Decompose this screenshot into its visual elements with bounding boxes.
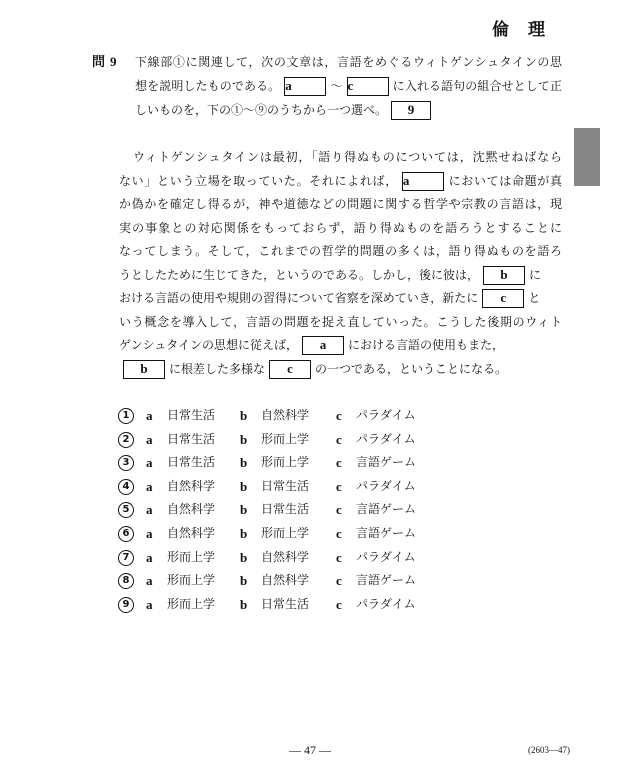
option-value-c: パラダイム: [356, 549, 416, 564]
blank-c-box: c: [269, 360, 311, 379]
option-value-a: 日常生活: [167, 455, 216, 470]
option-row-5: [0, 498, 620, 522]
blank-a-box: a: [284, 77, 326, 96]
option-label-a: a: [146, 431, 153, 447]
passage-line-7: [119, 287, 562, 311]
option-row-1: [0, 404, 620, 428]
blank-c-box: c: [482, 289, 524, 308]
option-value-b: 自然科学: [261, 549, 310, 564]
option-number-badge: 6: [118, 526, 134, 542]
blank-b-box: b: [123, 360, 165, 379]
passage-text: ウィトゲンシュタインは最初，「語り得ぬものについては，沈黙せねばなら: [133, 150, 562, 164]
option-value-b: 日常生活: [261, 596, 310, 611]
blank-a-box: a: [402, 172, 444, 191]
question-number: [92, 50, 117, 75]
passage-text: おける言語の使用や規則の習得について省察を深めていき，新たに: [119, 291, 479, 305]
passage-text: の一つである，ということになる。: [315, 361, 508, 376]
option-number-badge: 1: [118, 408, 134, 424]
passage-text: における言語の使用もまた，: [347, 338, 504, 352]
option-label-a: a: [146, 549, 153, 565]
answer-options: [0, 404, 620, 616]
option-value-a: 日常生活: [167, 431, 216, 446]
option-label-b: b: [240, 596, 248, 612]
option-row-4: [0, 475, 620, 499]
option-label-b: b: [240, 525, 248, 541]
option-value-b: 形而上学: [261, 431, 310, 446]
stem-line-3: [135, 98, 562, 122]
option-number-badge: 4: [118, 479, 134, 495]
passage: [119, 146, 562, 381]
stem-text: しいものを，下の①～⑨のうちから一つ選べ。: [135, 103, 388, 117]
option-value-a: 日常生活: [167, 408, 216, 422]
passage-text: いう概念を導入して，言語の問題を捉え直していった。こうした後期のウィト: [119, 314, 562, 329]
passage-text: に: [529, 267, 542, 282]
option-value-a: 自然科学: [167, 478, 216, 493]
stem-line-2: [135, 74, 562, 98]
option-value-b: 日常生活: [261, 502, 310, 517]
option-label-b: b: [240, 502, 248, 518]
passage-text: 実の事象との対応関係をもっておらず，語り得ぬものを語ろうとすることに: [119, 220, 562, 235]
option-row-8: [0, 569, 620, 593]
option-value-c: パラダイム: [356, 408, 416, 422]
option-label-c: c: [336, 502, 342, 518]
subject-header: 倫 理: [492, 20, 546, 40]
option-label-b: b: [240, 455, 248, 471]
option-label-b: b: [240, 431, 248, 447]
passage-line-2: [119, 170, 562, 194]
passage-line-3: [119, 193, 562, 217]
question-mark-label: 問: [92, 55, 106, 70]
stem-text: 想を説明したものである。: [135, 79, 281, 93]
option-number-badge: 8: [118, 573, 134, 589]
option-row-2: [0, 428, 620, 452]
passage-text: ゲンシュタインの思想に従えば，: [119, 338, 298, 352]
option-number-badge: 7: [118, 550, 134, 566]
option-number-badge: 9: [118, 597, 134, 613]
option-row-3: [0, 451, 620, 475]
passage-text: ない」という立場を取っていた。それによれば，: [119, 173, 398, 188]
passage-line-10: [119, 358, 562, 382]
passage-text: に根差した多様な: [169, 361, 266, 376]
option-label-a: a: [146, 502, 153, 518]
option-value-b: 日常生活: [261, 478, 310, 493]
passage-text: か偽かを確定し得るが，神や道徳などの問題に関する哲学や宗教の言語は，現: [119, 197, 562, 211]
option-value-b: 自然科学: [261, 408, 310, 422]
option-label-a: a: [146, 596, 153, 612]
option-row-6: [0, 522, 620, 546]
option-value-c: 言語ゲーム: [356, 525, 417, 540]
answer-number-box: 9: [391, 101, 431, 120]
option-label-a: a: [146, 408, 153, 423]
passage-line-4: [119, 217, 562, 241]
option-value-a: 形而上学: [167, 549, 216, 564]
option-label-c: c: [336, 431, 342, 447]
option-label-a: a: [146, 455, 153, 471]
page-number: — 47 —: [289, 743, 331, 757]
option-label-c: c: [336, 408, 342, 423]
option-value-c: パラダイム: [356, 478, 416, 493]
option-value-a: 自然科学: [167, 525, 216, 540]
option-value-b: 自然科学: [261, 573, 310, 588]
option-label-c: c: [336, 596, 342, 612]
passage-text: においては命題が真: [447, 173, 562, 188]
option-label-b: b: [240, 408, 248, 423]
passage-text: うとしたために生じてきた，というのである。しかし，後に彼は，: [119, 267, 480, 282]
passage-text: と: [528, 291, 541, 305]
passage-line-1: [119, 146, 562, 170]
stem-text: 下線部①に関連して，次の文章は，言語をめぐるウィトゲンシュタインの思: [135, 55, 562, 69]
option-label-b: b: [240, 478, 248, 494]
blank-b-box: b: [483, 266, 525, 285]
option-label-b: b: [240, 573, 248, 589]
passage-line-5: [119, 240, 562, 264]
print-code: (2603—47): [528, 745, 570, 755]
option-label-c: c: [336, 478, 342, 494]
option-label-c: c: [336, 525, 342, 541]
blank-a-box: a: [302, 336, 344, 355]
passage-text: なってしまう。そして，これまでの哲学的問題の多くは，語り得ぬものを語ろ: [119, 244, 562, 258]
question-number-value: 9: [110, 54, 117, 69]
option-value-c: 言語ゲーム: [356, 455, 417, 470]
option-value-c: パラダイム: [356, 596, 416, 611]
stem-line-1: [135, 50, 562, 74]
passage-line-6: [119, 264, 562, 288]
option-label-c: c: [336, 549, 342, 565]
option-label-a: a: [146, 525, 153, 541]
question-stem: [135, 50, 562, 122]
option-value-c: 言語ゲーム: [356, 573, 417, 588]
option-label-c: c: [336, 573, 342, 589]
option-label-b: b: [240, 549, 248, 565]
option-number-badge: 3: [118, 455, 134, 471]
option-value-a: 自然科学: [167, 502, 216, 517]
range-tilde: ～: [330, 79, 343, 93]
blank-c-box: c: [347, 77, 389, 96]
option-row-9: [0, 593, 620, 617]
stem-text: に入れる語句の組合せとして正: [392, 79, 562, 93]
option-label-a: a: [146, 573, 153, 589]
option-label-a: a: [146, 478, 153, 494]
option-row-7: [0, 546, 620, 570]
option-value-a: 形而上学: [167, 596, 216, 611]
option-value-a: 形而上学: [167, 573, 216, 588]
option-number-badge: 5: [118, 502, 134, 518]
passage-line-9: [119, 334, 562, 358]
option-value-c: パラダイム: [356, 431, 416, 446]
passage-line-8: [119, 311, 562, 335]
option-value-c: 言語ゲーム: [356, 502, 417, 517]
option-number-badge: 2: [118, 432, 134, 448]
option-value-b: 形而上学: [261, 525, 310, 540]
section-index-tab: [574, 128, 600, 186]
option-label-c: c: [336, 455, 342, 471]
option-value-b: 形而上学: [261, 455, 310, 470]
